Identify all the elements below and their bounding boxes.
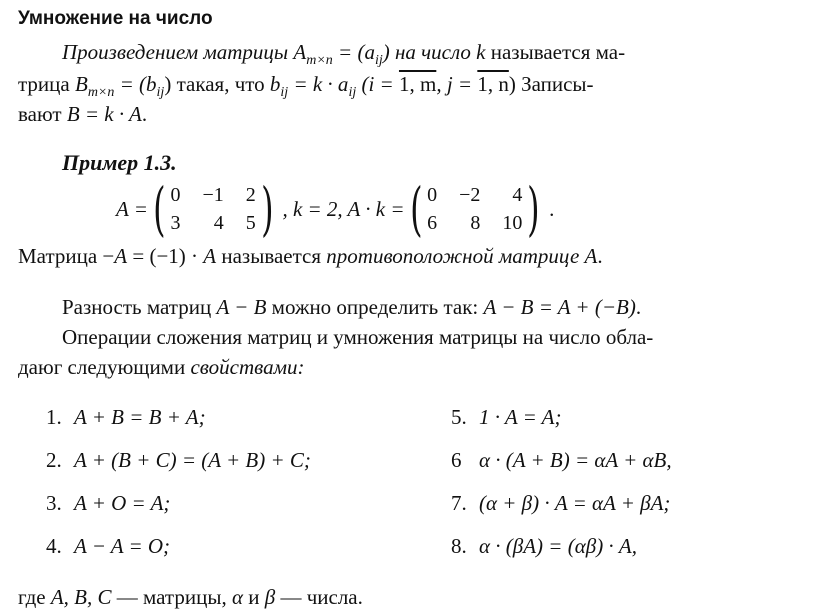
- matrix-a-grid: [171, 182, 256, 236]
- math-fragment: A: [114, 244, 128, 268]
- property-1: [46, 403, 206, 432]
- math-fragment: = k · a: [288, 72, 349, 96]
- text-fragment: вают: [18, 102, 67, 126]
- property-number: 4.: [46, 534, 62, 558]
- text-fragment: где: [18, 585, 51, 609]
- property-7: [451, 489, 670, 518]
- math-fragment: ): [382, 40, 395, 64]
- matrix-ak: [405, 175, 546, 243]
- equation-end: .: [549, 196, 555, 221]
- text-fragment: трица: [18, 72, 75, 96]
- emphasis-term: противоположной матрице A: [326, 244, 598, 268]
- matrix-cell: 4: [512, 184, 523, 206]
- matrix-cell: 3: [170, 212, 181, 234]
- text-fragment: — числа.: [275, 585, 363, 609]
- matrix-cell: −1: [202, 184, 224, 206]
- property-2: [46, 446, 311, 475]
- subscript: ij: [156, 85, 165, 100]
- matrix-ak-grid: [427, 182, 522, 236]
- text-fragment: ) Записы-: [508, 72, 594, 96]
- property-number: 3.: [46, 491, 62, 515]
- text-fragment: Разность матриц: [62, 295, 217, 319]
- math-fragment: A − B = A + (−B): [483, 295, 636, 319]
- text-fragment: .: [597, 244, 603, 268]
- math-fragment: (i =: [356, 72, 399, 96]
- subscript: m×n: [306, 53, 333, 68]
- matrix-cell: −2: [459, 184, 481, 206]
- matrix-cell: 10: [502, 212, 523, 234]
- property-number: 8.: [451, 534, 467, 558]
- property-formula: (α + β) · A = αA + βA;: [479, 491, 671, 515]
- subscript: ij: [280, 85, 289, 100]
- operations-line-2: [18, 353, 304, 382]
- property-number: 2.: [46, 448, 62, 472]
- equation-middle: , k = 2, A · k =: [282, 196, 405, 221]
- definition-term: на число: [394, 40, 477, 64]
- math-fragment: α: [231, 585, 243, 609]
- property-number: 1.: [46, 405, 62, 429]
- math-fragment: = (b: [114, 72, 157, 96]
- right-paren: ): [260, 175, 274, 243]
- property-number: 5.: [451, 405, 467, 429]
- property-6: [451, 446, 672, 475]
- text-fragment: .: [635, 295, 642, 319]
- math-fragment: b: [269, 72, 281, 96]
- range-fragment: 1, n: [477, 72, 509, 96]
- equation-lhs: A =: [116, 196, 148, 221]
- matrix-cell: 8: [470, 212, 481, 234]
- property-formula: A + O = A;: [74, 491, 171, 515]
- matrix-symbol: A: [293, 40, 307, 64]
- example-equation: [116, 175, 555, 243]
- text-fragment: Матрица −: [18, 244, 115, 268]
- right-paren: ): [527, 175, 540, 243]
- property-number: 7.: [451, 491, 467, 515]
- property-number: 6: [451, 448, 462, 472]
- matrix-cell: 4: [213, 212, 224, 234]
- math-fragment: , j =: [436, 72, 478, 96]
- footer-line: [18, 583, 363, 612]
- math-fragment: A − B: [216, 295, 267, 319]
- text-fragment: .: [141, 102, 148, 126]
- matrix-symbol: B: [74, 72, 88, 96]
- text-fragment: можно определить так:: [266, 295, 484, 319]
- property-formula: A + (B + C) = (A + B) + C;: [74, 448, 311, 472]
- text-fragment: называется ма-: [485, 40, 626, 64]
- subscript: ij: [374, 53, 383, 68]
- text-fragment: ) такая, что: [164, 72, 270, 96]
- math-fragment: β: [264, 585, 276, 609]
- matrix-a: [148, 175, 279, 243]
- text-fragment: и: [242, 585, 265, 609]
- text-fragment: — матрицы,: [111, 585, 232, 609]
- property-formula: A − A = O;: [74, 534, 171, 558]
- property-3: [46, 489, 170, 518]
- math-fragment: k: [476, 40, 486, 64]
- left-paren: (: [152, 175, 166, 243]
- math-fragment: B = k · A: [66, 102, 142, 126]
- math-fragment: = (a: [332, 40, 375, 64]
- text-fragment: называется: [216, 244, 327, 268]
- math-fragment: A: [203, 244, 217, 268]
- matrix-cell: 0: [427, 184, 438, 206]
- text-fragment: = (−1) ·: [127, 244, 204, 268]
- property-formula: α · (βA) = (αβ) · A,: [479, 534, 638, 558]
- operations-line-1: Операции сложения матриц и умножения матрицы на число обла-: [62, 325, 654, 349]
- property-formula: 1 · A = A;: [479, 405, 562, 429]
- example-heading: Пример 1.3.: [62, 150, 177, 175]
- range-fragment: 1, m: [398, 72, 437, 96]
- matrix-cell: 2: [245, 184, 256, 206]
- property-8: [451, 532, 637, 561]
- matrix-cell: 6: [427, 212, 438, 234]
- left-paren: (: [409, 175, 423, 243]
- matrix-cell: 5: [245, 212, 256, 234]
- subscript: ij: [348, 85, 357, 100]
- definition-line-3: [18, 100, 147, 129]
- property-formula: A + B = B + A;: [74, 405, 206, 429]
- matrix-cell: 0: [170, 184, 181, 206]
- property-5: [451, 403, 561, 432]
- property-4: [46, 532, 170, 561]
- text-fragment: даюг следующими: [18, 355, 191, 379]
- property-formula: α · (A + B) = αA + αB,: [479, 448, 672, 472]
- definition-term: Произведением матрицы: [62, 40, 294, 64]
- math-fragment: A, B, C: [50, 585, 112, 609]
- subscript: m×n: [87, 85, 115, 100]
- definition-line-2: [18, 70, 594, 102]
- definition-line-1: [62, 38, 625, 70]
- emphasis-term: свойствами:: [190, 355, 305, 379]
- opposite-matrix-line: [18, 242, 603, 271]
- section-title: Умножение на число: [18, 8, 213, 29]
- difference-line: [62, 293, 641, 322]
